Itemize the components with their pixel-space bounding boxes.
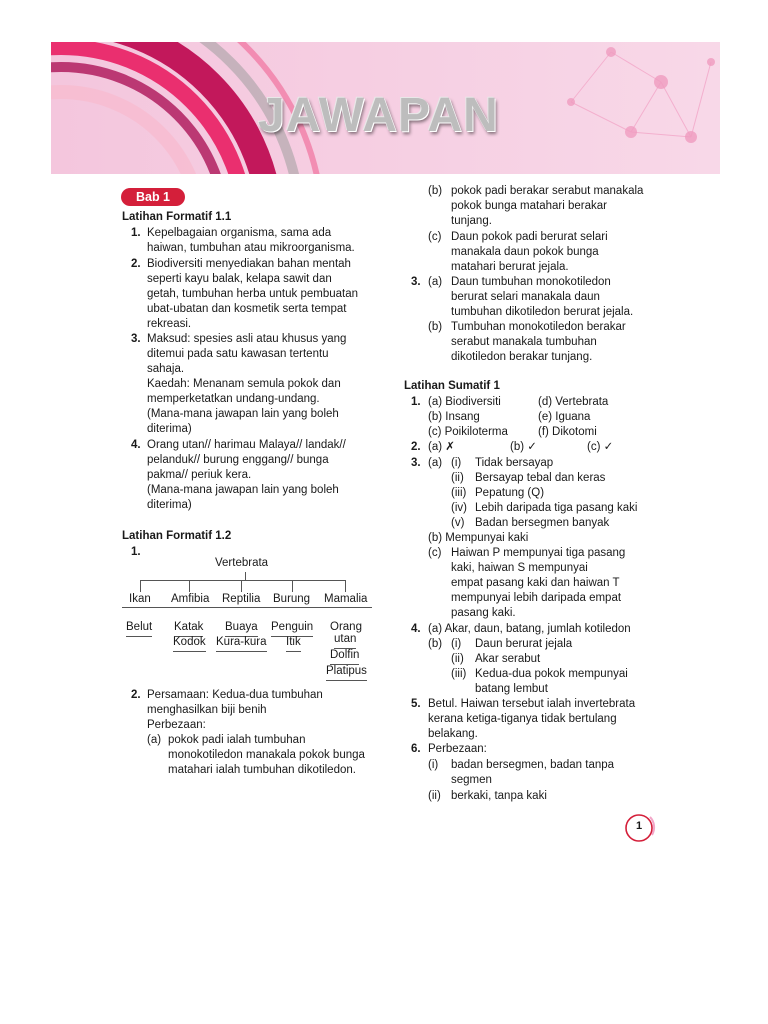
answer-line: Kedua-dua pokok mempunyai xyxy=(475,668,628,680)
tree-root: Vertebrata xyxy=(215,557,269,569)
answer-line: segmen xyxy=(451,774,492,786)
answer-item: (b) ✓ xyxy=(510,441,537,453)
answer-item: (b) Insang xyxy=(428,411,480,423)
sub-sub-label: (ii) xyxy=(451,472,464,484)
sub-label: (b) xyxy=(428,321,443,333)
answer-line: Tumbuhan monokotiledon berakar xyxy=(451,321,626,333)
answer-line: (Mana-mana jawapan lain yang boleh xyxy=(147,484,339,496)
section-heading: Latihan Formatif 1.2 xyxy=(122,530,232,542)
answer-line: matahari berurat jejala. xyxy=(451,261,569,273)
answer-line: (Mana-mana jawapan lain yang boleh xyxy=(147,408,339,420)
answer-line: seperti kayu balak, kelapa sawit dan xyxy=(147,273,332,285)
answer-line: pasang kaki. xyxy=(451,607,516,619)
answer-line: Pepatung (Q) xyxy=(475,487,545,499)
answer-line: empat pasang kaki dan haiwan T xyxy=(451,577,620,589)
tree-group: Amfibia xyxy=(171,593,210,605)
sub-sub-label: (iii) xyxy=(451,487,467,499)
section-heading: Latihan Formatif 1.1 xyxy=(122,211,232,223)
answer-item: (c) Poikiloterma xyxy=(428,426,508,438)
tree-example: Penguin xyxy=(271,620,313,637)
question-number: 1. xyxy=(131,227,141,239)
answer-item: (c) ✓ xyxy=(587,441,614,453)
answer-line: Maksud: spesies asli atau khusus yang xyxy=(147,333,347,345)
answer-line: diterima) xyxy=(147,423,192,435)
tree-group: Reptilia xyxy=(222,593,261,605)
answer-line: badan bersegmen, badan tanpa xyxy=(451,759,615,771)
answer-item: (e) Iguana xyxy=(538,411,591,423)
answer-line: serabut manakala tumbuhan xyxy=(451,336,597,348)
question-number: 6. xyxy=(411,743,421,755)
answer-line: Biodiversiti menyediakan bahan mentah xyxy=(147,258,351,270)
question-number: 3. xyxy=(411,276,421,288)
answer-item: (b) Mempunyai kaki xyxy=(428,532,529,544)
tree-group: Mamalia xyxy=(324,593,368,605)
sub-label: (a) xyxy=(428,276,443,288)
page-title: JAWAPAN xyxy=(258,89,499,142)
answer-line: menghasilkan biji benih xyxy=(147,704,267,716)
answer-line: pokok padi ialah tumbuhan xyxy=(168,734,306,746)
answer-item: (d) Vertebrata xyxy=(538,396,609,408)
sub-sub-label: (v) xyxy=(451,517,465,529)
answer-item: (f) Dikotomi xyxy=(538,426,597,438)
section-heading: Latihan Sumatif 1 xyxy=(404,380,500,392)
answer-line: kaki, haiwan S mempunyai xyxy=(451,562,588,574)
answer-item: (a) Biodiversiti xyxy=(428,396,501,408)
sub-sub-label: (iii) xyxy=(451,668,467,680)
answer-line: berkaki, tanpa kaki xyxy=(451,790,547,802)
answer-line: belakang. xyxy=(428,728,478,740)
tree-example: Kura-kura xyxy=(216,635,267,652)
answer-line: Perbezaan: xyxy=(428,743,487,755)
answer-item: (a) Akar, daun, batang, jumlah kotiledon xyxy=(428,623,631,635)
sub-label: (b) xyxy=(428,638,443,650)
answer-line: Akar serabut xyxy=(475,653,541,665)
question-number: 1. xyxy=(411,396,421,408)
answer-line: dikotiledon berakar tunjang. xyxy=(451,351,593,363)
answer-line: pelanduk// burung enggang// bunga xyxy=(147,454,329,466)
sub-sub-label: (i) xyxy=(451,638,462,650)
answer-line: monokotiledon manakala pokok bunga xyxy=(168,749,365,761)
page-number: 1 xyxy=(635,820,643,832)
question-number: 2. xyxy=(131,258,141,270)
sub-label: (a) xyxy=(147,734,162,746)
tree-example: Orang xyxy=(330,621,362,633)
answer-line: sahaja. xyxy=(147,363,185,375)
answer-line: matahari ialah tumbuhan dikotiledon. xyxy=(168,764,356,776)
tree-example: Dolfin xyxy=(330,648,359,665)
answer-line: Daun tumbuhan monokotiledon xyxy=(451,276,611,288)
answer-item: (a) ✗ xyxy=(428,441,455,453)
tree-example: Kodok xyxy=(173,635,206,652)
tree-group: Burung xyxy=(273,593,311,605)
question-number: 2. xyxy=(411,441,421,453)
tree-connector xyxy=(140,580,346,581)
answer-line: Daun pokok padi berurat selari xyxy=(451,231,608,243)
answer-line: pokok bunga matahari berakar xyxy=(451,200,607,212)
sub-sub-label: (i) xyxy=(451,457,462,469)
answer-line: manakala daun pokok bunga xyxy=(451,246,599,258)
answer-line: Badan bersegmen banyak xyxy=(475,517,610,529)
answer-line: diterima) xyxy=(147,499,192,511)
sub-sub-label: (iv) xyxy=(451,502,467,514)
answer-line: Bersayap tebal dan keras xyxy=(475,472,606,484)
answer-line: Lebih daripada tiga pasang kaki xyxy=(475,502,638,514)
answer-line: getah, tumbuhan herba untuk pembuatan xyxy=(147,288,358,300)
tree-example: Itik xyxy=(286,635,301,652)
sub-sub-label: (ii) xyxy=(451,653,464,665)
sub-label: (b) xyxy=(428,185,443,197)
answer-line: Betul. Haiwan tersebut ialah invertebrata xyxy=(428,698,636,710)
question-number: 3. xyxy=(411,457,421,469)
answer-line: memperketatkan undang-undang. xyxy=(147,393,320,405)
answer-line: Kepelbagaian organisma, sama ada xyxy=(147,227,332,239)
answer-line: mempunyai lebih daripada empat xyxy=(451,592,622,604)
answer-line: batang lembut xyxy=(475,683,548,695)
answer-line: Tidak bersayap xyxy=(475,457,554,469)
question-number: 4. xyxy=(411,623,421,635)
question-number: 4. xyxy=(131,439,141,451)
question-number: 5. xyxy=(411,698,421,710)
tree-connector xyxy=(292,580,293,592)
answer-line: berurat selari manakala daun xyxy=(451,291,600,303)
question-number: 2. xyxy=(131,689,141,701)
question-number: 1. xyxy=(131,546,141,558)
answer-line: Perbezaan: xyxy=(147,719,206,731)
tree-example: Katak xyxy=(174,620,203,637)
answer-line: ubat-ubatan dan kosmetik serta tempat xyxy=(147,303,347,315)
question-number: 3. xyxy=(131,333,141,345)
sub-label: (ii) xyxy=(428,790,441,802)
tree-example: Buaya xyxy=(225,620,258,637)
answer-line: rekreasi. xyxy=(147,318,192,330)
page-number-badge xyxy=(625,814,653,842)
answer-line: Orang utan// harimau Malaya// landak// xyxy=(147,439,346,451)
tree-example: Belut xyxy=(126,620,152,637)
answer-line: haiwan, tumbuhan atau mikroorganisma. xyxy=(147,242,355,254)
tree-group: Ikan xyxy=(129,593,151,605)
answer-line: kerana ketiga-tiganya tidak bertulang xyxy=(428,713,617,725)
sub-label: (c) xyxy=(428,547,442,559)
answer-line: ditemui pada satu kawasan tertentu xyxy=(147,348,329,360)
answer-line: Daun berurat jejala xyxy=(475,638,573,650)
tree-connector xyxy=(189,580,190,592)
tree-example: utan xyxy=(334,632,356,649)
answer-line: Kaedah: Menanam semula pokok dan xyxy=(147,378,341,390)
tree-connector xyxy=(241,580,242,592)
answer-line: tunjang. xyxy=(451,215,492,227)
answer-line: pokok padi berakar serabut manakala xyxy=(451,185,644,197)
answer-line: tumbuhan dikotiledon berurat jejala. xyxy=(451,306,634,318)
tree-connector xyxy=(140,580,141,592)
answer-line: Persamaan: Kedua-dua tumbuhan xyxy=(147,689,323,701)
tree-example: Platipus xyxy=(326,664,367,681)
tree-divider xyxy=(122,607,372,608)
sub-label: (c) xyxy=(428,231,442,243)
sub-label: (a) xyxy=(428,457,443,469)
answer-line: Haiwan P mempunyai tiga pasang xyxy=(451,547,626,559)
answer-line: pakma// periuk kera. xyxy=(147,469,252,481)
chapter-badge: Bab 1 xyxy=(121,188,185,206)
tree-connector xyxy=(345,580,346,592)
sub-label: (i) xyxy=(428,759,439,771)
